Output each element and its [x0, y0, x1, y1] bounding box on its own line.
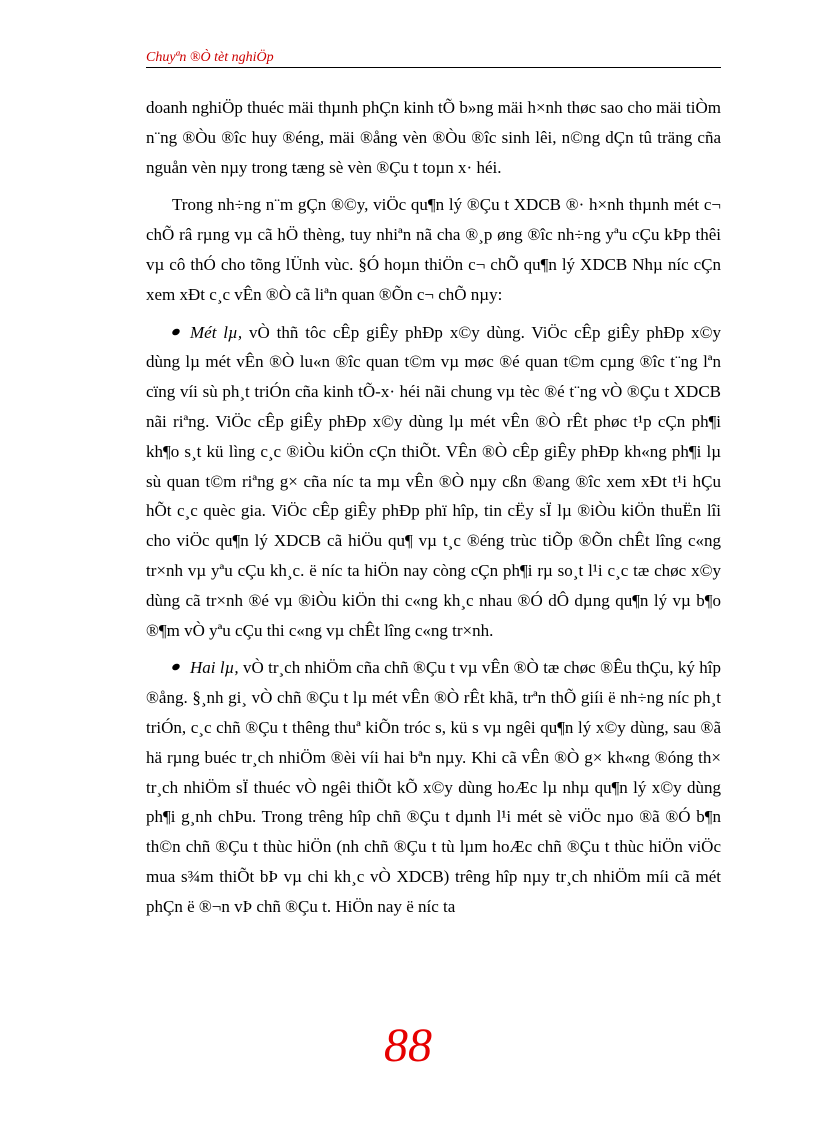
bullet-icon	[171, 327, 181, 336]
bullet-paragraph	[146, 318, 721, 646]
paragraph-lead: Mét lµ,	[190, 322, 243, 342]
header-title: Chuyªn ®Ò tèt nghiÖp	[146, 50, 274, 65]
header-rule	[146, 67, 721, 68]
paragraph-text: vÒ tr¸ch nhiÖm cña chñ ®Çu t vµ vÊn ®Ò tæ chøc ®Êu thÇu, ký hîp ®ång. §¸nh gi¸ vÒ chñ ®Çu t lµ mét vÊn ®Ò rÊt khã, trªn thÕ giíi ë nh÷ng níc ph¸t triÓn, c¸c chñ ®Çu t thêng thuª kiÕn tróc s, kü s vµ ngêi qu¶n lý x©y dùng, sau ®ã hä rµng buéc tr¸ch nhiÖm ®èi víi hai bªn nµy. Khi cã vÊn ®Ò g× kh«ng ®óng th× tr¸ch nhiÖm sÏ thuéc vÒ ngêi thiÕt kÕ x©y dùng hoÆc lµ nhµ qu¶n lý x©y dùng ph¶i g¸nh chÞu. Trong trêng hîp chñ ®Çu t dµnh l¹i mét sè viÖc nµo ®ã ®Ó b¶n th©n chñ ®Çu t thùc hiÖn (nh chñ ®Çu t tù lµm hoÆc chñ ®Çu t thùc hiÖn viÖc mua s¾m thiÕt bÞ vµ chi kh¸c vÒ XDCB) trêng hîp nµy tr¸ch nhiÖm míi cã mét phÇn ë ®¬n vÞ chñ ®Çu t. HiÖn nay ë níc ta	[146, 658, 721, 916]
running-header	[146, 48, 721, 70]
bullet-paragraph	[146, 653, 721, 921]
paragraph: Trong nh÷ng n¨m gÇn ®©y, viÖc qu¶n lý ®Çu t XDCB ®· h×nh thµnh mét c¬ chÕ râ rµng vµ cã hÖ thèng, tuy nhiªn nã cha ®¸p øng ®îc nh÷ng yªu cÇu kÞp thêi vµ cô thÓ cho tõng lÜnh vùc. §Ó hoµn thiÖn c¬ chÕ qu¶n lý XDCB Nhµ níc cÇn xem xÐt c¸c vÊn ®Ò cã liªn quan ®Õn c¬ chÕ nµy:	[146, 195, 721, 304]
paragraph-lead: Hai lµ,	[190, 658, 239, 678]
bullet-icon	[171, 663, 181, 672]
paragraph: doanh nghiÖp thuéc mäi thµnh phÇn kinh tÕ b»ng mäi h×nh thøc sao cho mäi tiÒm n¨ng ®Òu ®îc huy ®éng, mäi ®ång vèn ®Òu ®îc sinh lêi, n©ng dÇn tû träng cña nguån vèn nµy trong tæng sè vèn ®Çu t toµn x· héi.	[146, 98, 721, 177]
document-body	[146, 93, 721, 930]
paragraph-text: vÒ thñ tôc cÊp giÊy phÐp x©y dùng. ViÖc cÊp giÊy phÐp x©y dùng lµ mét vÊn ®Ò lu«n ®îc quan t©m vµ møc ®é quan t©m cµng ®îc t¨ng lªn cïng víi sù ph¸t triÓn cña kinh tÕ-x· héi nãi chung vµ tèc ®é t¨ng vÒ ®Çu t XDCB nãi riªng. ViÖc cÊp giÊy phÐp x©y dùng lµ mét vÊn ®Ò rÊt phøc t¹p cÇn ph¶i kh¶o s¸t kü lìng c¸c ®iÒu kiÖn cÇn thiÕt. VÊn ®Ò cÊp giÊy phÐp kh«ng ph¶i lµ sù quan t©m riªng g× cña níc ta mµ vÊn ®Ò nµy cßn ®ang ®îc xem xÐt t¹i hÇu hÕt c¸c quèc gia. ViÖc cÊp giÊy phÐp phï hîp, tin cËy sÏ lµ ®iÒu kiÖn thuËn lîi cho viÖc qu¶n lý XDCB cã hiÖu qu¶ vµ t¸c ®éng trùc tiÕp ®Õn chÊt lîng c«ng tr×nh vµ yªu cÇu kh¸c. ë níc ta hiÖn nay còng cÇn ph¶i rµ so¸t l¹i c¸c tæ chøc x©y dùng cã tr×nh ®é vµ ®iÒu kiÖn thi c«ng kh¸c nhau ®Ó dÔ dµng qu¶n lý vµ b¶o ®¶m vÒ yªu cÇu thi c«ng vµ chÊt lîng c«ng tr×nh.	[146, 322, 721, 640]
page-number: 88	[384, 1019, 432, 1072]
